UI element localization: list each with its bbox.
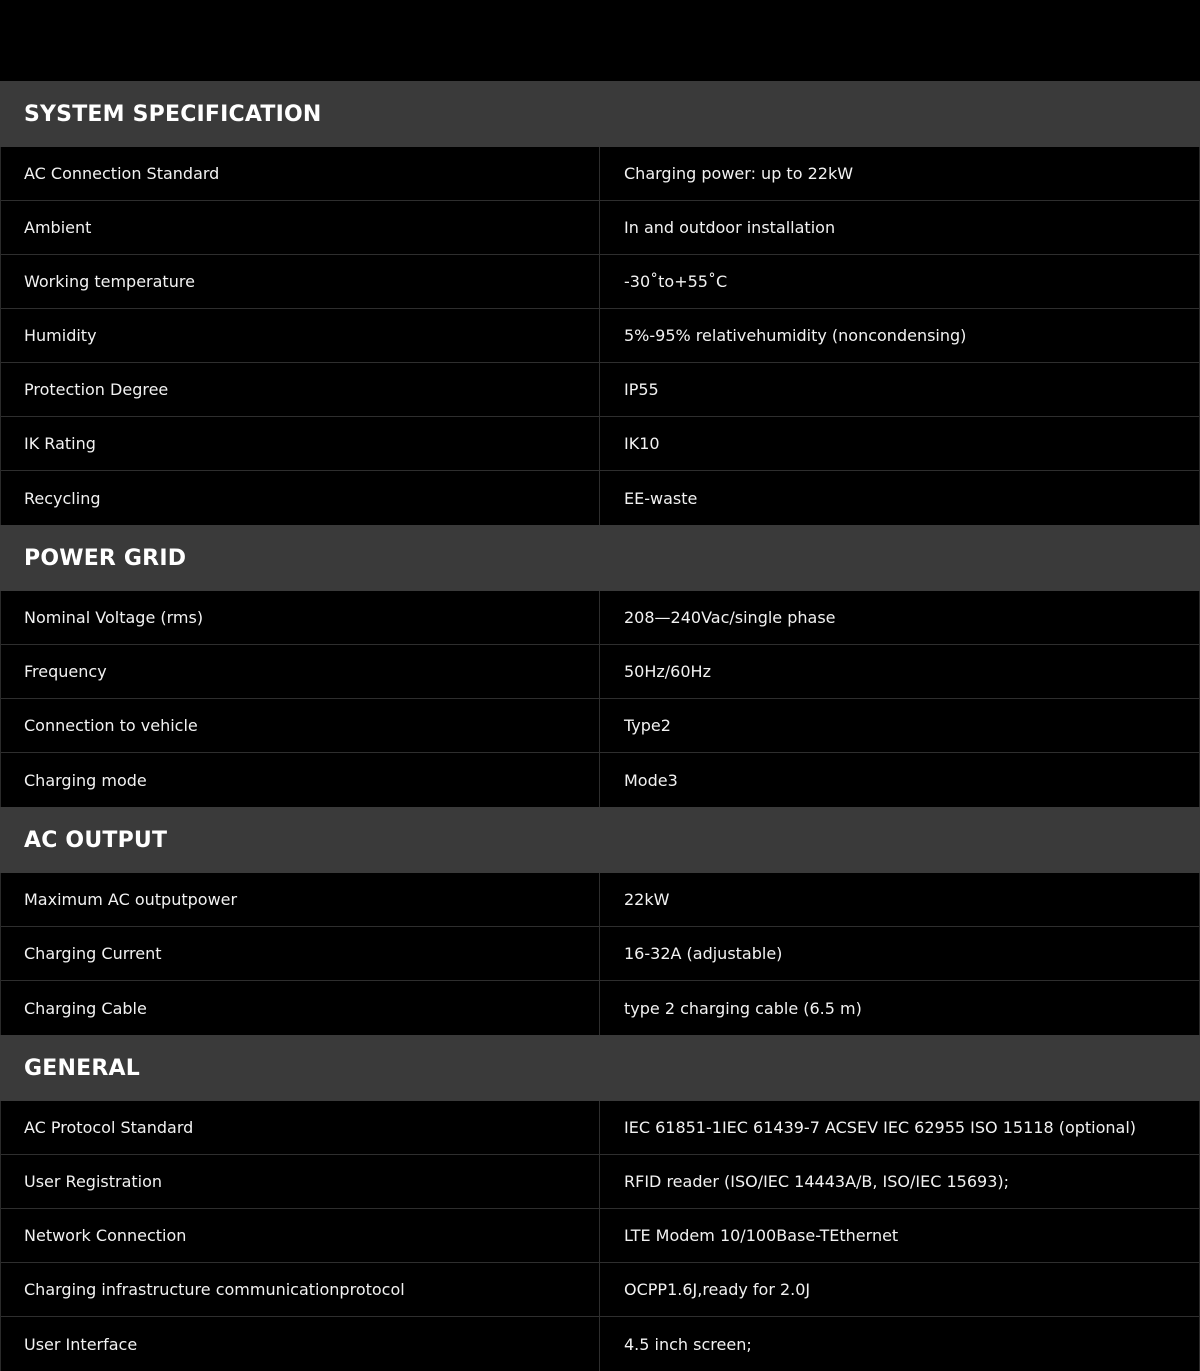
spec-label: Protection Degree	[1, 363, 600, 416]
spec-row	[1, 753, 1199, 807]
spec-row	[1, 645, 1199, 699]
spec-label: Network Connection	[1, 1209, 600, 1262]
spec-row	[1, 309, 1199, 363]
spec-row	[1, 201, 1199, 255]
section-header-power-grid: POWER GRID	[0, 525, 1200, 591]
spec-value: 16-32A (adjustable)	[624, 944, 783, 963]
spec-row	[1, 1101, 1199, 1155]
spec-label: Working temperature	[1, 255, 600, 308]
spec-row	[1, 417, 1199, 471]
spec-row	[1, 1263, 1199, 1317]
section-header-ac-output: AC OUTPUT	[0, 807, 1200, 873]
spec-table-system-specification	[0, 147, 1200, 525]
spec-value: Type2	[624, 716, 671, 735]
spec-label: User Registration	[1, 1155, 600, 1208]
spec-label: Charging infrastructure communicationprotocol	[1, 1263, 600, 1316]
spec-row	[1, 699, 1199, 753]
spec-label: Humidity	[1, 309, 600, 362]
spec-row	[1, 591, 1199, 645]
spec-value: 22kW	[624, 890, 670, 909]
spec-label: Charging Current	[1, 927, 600, 980]
spec-value: IP55	[624, 380, 659, 399]
spec-label: Charging mode	[1, 753, 600, 807]
section-header-general: GENERAL	[0, 1035, 1200, 1101]
spec-label: AC Protocol Standard	[1, 1101, 600, 1154]
spec-table-ac-output	[0, 873, 1200, 1035]
spec-row	[1, 147, 1199, 201]
spec-label: User Interface	[1, 1317, 600, 1371]
spec-value: -30˚to+55˚C	[624, 272, 728, 291]
spec-label: IK Rating	[1, 417, 600, 470]
spec-label: Charging Cable	[1, 981, 600, 1035]
spec-row	[1, 1155, 1199, 1209]
top-band	[0, 0, 1200, 81]
spec-value: OCPP1.6J,ready for 2.0J	[624, 1280, 811, 1299]
spec-row	[1, 1209, 1199, 1263]
spec-label: Maximum AC outputpower	[1, 873, 600, 926]
spec-row	[1, 927, 1199, 981]
spec-value: Charging power: up to 22kW	[624, 164, 854, 183]
spec-row	[1, 873, 1199, 927]
spec-label: Connection to vehicle	[1, 699, 600, 752]
section-header-system-specification: SYSTEM SPECIFICATION	[0, 81, 1200, 147]
spec-value: RFID reader (ISO/IEC 14443A/B, ISO/IEC 15693);	[624, 1172, 1010, 1191]
spec-value: 5%-95% relativehumidity (noncondensing)	[624, 326, 967, 345]
spec-table-power-grid	[0, 591, 1200, 807]
spec-value: LTE Modem 10/100Base-TEthernet	[624, 1226, 899, 1245]
spec-label: Frequency	[1, 645, 600, 698]
spec-sheet	[0, 81, 1200, 1371]
spec-value: IK10	[624, 434, 660, 453]
spec-value: Mode3	[624, 770, 678, 790]
spec-label: Nominal Voltage (rms)	[1, 591, 600, 644]
spec-row	[1, 1317, 1199, 1371]
spec-value: EE-waste	[624, 488, 698, 508]
spec-label: Ambient	[1, 201, 600, 254]
spec-value: In and outdoor installation	[624, 218, 836, 237]
spec-row	[1, 471, 1199, 525]
spec-value: type 2 charging cable (6.5 m)	[624, 998, 862, 1018]
spec-row	[1, 363, 1199, 417]
spec-row	[1, 981, 1199, 1035]
spec-label: AC Connection Standard	[1, 147, 600, 200]
spec-row	[1, 255, 1199, 309]
spec-value: 208—240Vac/single phase	[624, 608, 836, 627]
spec-value: 4.5 inch screen;	[624, 1334, 752, 1354]
spec-table-general	[0, 1101, 1200, 1371]
spec-value: 50Hz/60Hz	[624, 662, 711, 681]
spec-value: IEC 61851-1IEC 61439-7 ACSEV IEC 62955 ISO 15118 (optional)	[624, 1118, 1137, 1137]
spec-label: Recycling	[1, 471, 600, 525]
